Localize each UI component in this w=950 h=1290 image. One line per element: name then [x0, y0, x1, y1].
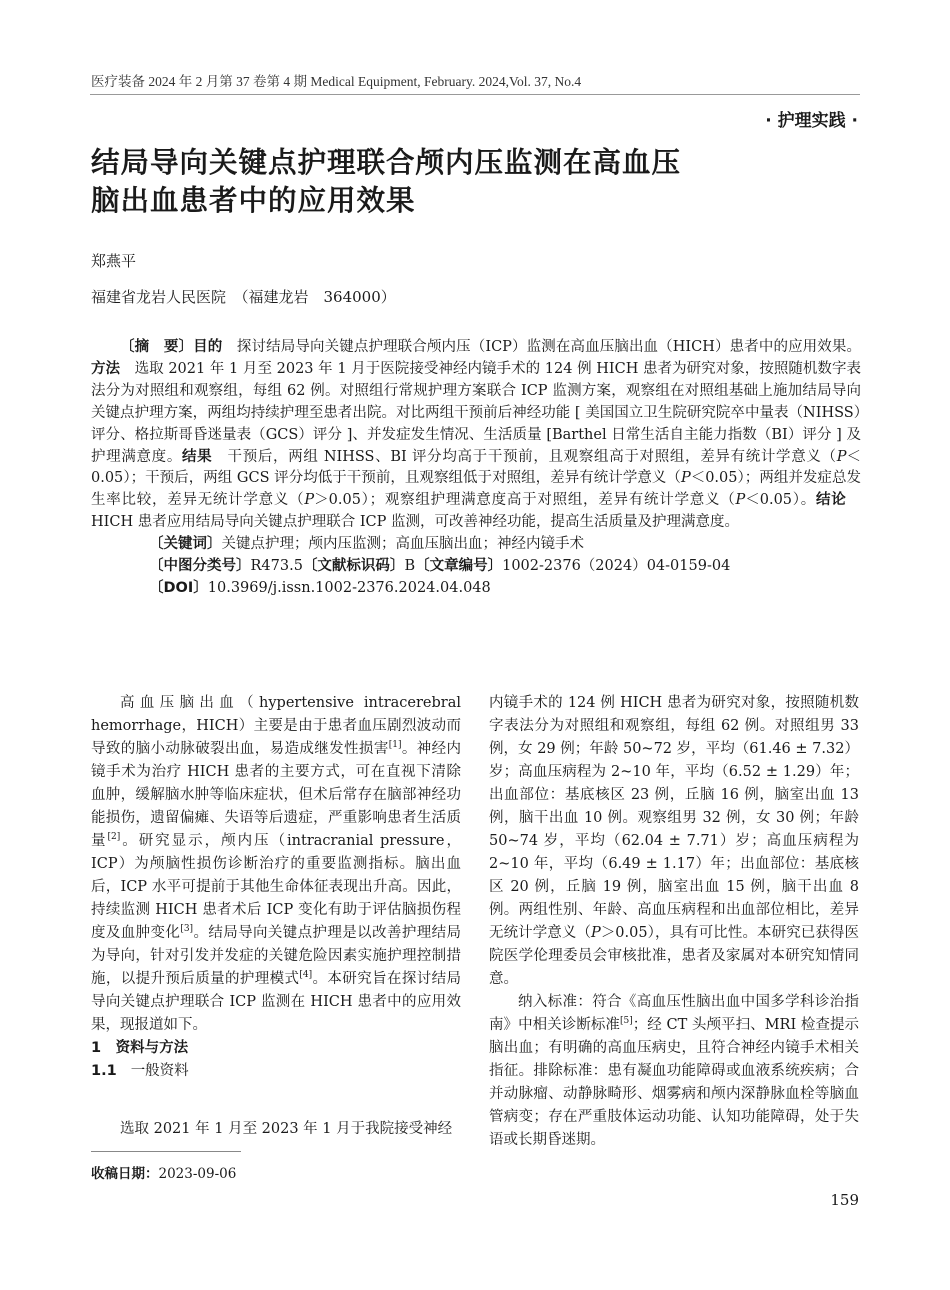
- body-column-left: [91, 692, 461, 1083]
- section-tag: · 护理实践 ·: [765, 111, 858, 131]
- doi-value: 10.3969/j.issn.1002-2376.2024.04.048: [207, 579, 491, 596]
- citation: [5]: [619, 1016, 633, 1026]
- doi: [91, 578, 861, 600]
- criteria-paragraph: [489, 991, 859, 1152]
- keywords-value: 关键点护理；颅内压监测；高血压脑出血；神经内镜手术: [221, 536, 584, 553]
- conclusion-text: HICH 患者应用结局导向关键点护理联合 ICP 监测，可改善神经功能，提高生活质量及护理满意度。: [91, 492, 861, 531]
- result-label: 结果: [182, 448, 213, 465]
- conclusion-label: 结论: [816, 492, 847, 509]
- result-text: 干预后，两组 NIHSS、BI 评分均高于干预前，且观察组高于对照组，差异有统计学意义（: [212, 448, 837, 465]
- criteria-text: ；经 CT 头颅平扫、MRI 检查提示脑出血；有明确的高血压病史，且符合神经内镜手术相关指征。排除标准：患有凝血功能障碍或血液系统疾病；合并动脉瘤、动静脉畸形、烟雾病和颅内深静脉血栓等脑血管病变；存在严重肢体运动功能、认知功能障碍，处于失语或长期昏迷期。: [489, 1017, 860, 1148]
- general-text: 选取 2021 年 1 月至 2023 年 1 月于我院接受神经: [120, 1121, 453, 1137]
- subsection-number: 1.1: [91, 1063, 117, 1079]
- intro-text: 。结局导向关键点护理是以改善护理结局为导向，针对引发并发症的关键危险因素实施护理控制措施，以提升预后质量的护理模式: [91, 925, 461, 987]
- doc-code-label: 〔文献标识码〕: [302, 558, 405, 575]
- classification: [91, 556, 861, 578]
- footnote-rule: [91, 1151, 241, 1152]
- general-paragraph-start: [91, 1118, 461, 1141]
- p-symbol: P: [680, 470, 691, 487]
- subsection-title: 一般资料: [130, 1063, 189, 1079]
- result-text: ＜0.05）；干预后，两组 GCS 评分均低于干预前，且观察组低于对照组，差异有统计学意义（: [91, 448, 861, 487]
- intro-text: 高血压脑出血（hypertensive intracerebral hemorrhage，HICH）主要是由于患者血压剧烈波动而导致的脑小动脉破裂出血，易造成继发性损害: [91, 695, 461, 757]
- p-symbol: P: [735, 492, 746, 509]
- classification-label: 〔中图分类号〕: [149, 558, 251, 575]
- method-label: 方法: [91, 360, 121, 377]
- general-paragraph: [91, 1118, 461, 1141]
- journal-header: 医疗装备 2024 年 2 月第 37 卷第 4 期 Medical Equipment, February. 2024,Vol. 37, No.4: [91, 74, 582, 89]
- abstract: [91, 337, 861, 600]
- header-rule: [90, 94, 860, 95]
- citation: [2]: [107, 832, 121, 842]
- title-line-2: 脑出血患者中的应用效果: [91, 184, 416, 217]
- result-text: ＞0.05）；观察组护理满意度高于对照组，差异有统计学意义（: [314, 492, 736, 509]
- author: 郑燕平: [91, 252, 137, 270]
- article-no-value: 1002-2376（2024）04-0159-04: [502, 558, 731, 575]
- p-symbol: P: [304, 492, 315, 509]
- classification-value: R473.5: [250, 558, 303, 575]
- intro-text: 。神经内镜手术为治疗 HICH 患者的主要方式，可在直视下清除血肿，缓解脑水肿等临床症状，但术后常存在脑部神经功能损伤，遗留偏瘫、失语等后遗症，严重影响患者生活质量: [91, 741, 462, 849]
- abstract-paragraph: [91, 337, 861, 534]
- intro-paragraph: [91, 692, 461, 1037]
- general-text-cont: 内镜手术的 124 例 HICH 患者为研究对象，按照随机数字表法分为对照组和观察组，每组 62 例。对照组男 33 例，女 29 例；年龄 50~72 岁，平均（61.46 ± 7.32）岁；高血压病程为 2~10 年，平均（6.52 ± 1.29）年；出血部位：基底核区 23 例，丘脑 16 例，脑室出血 13 例，脑干出血 10 例。观察组男 32 例，女 30 例；年龄 50~74 岁，平均（62.04 ± 7.71）岁；高血压病程为 2~10 年，平均（6.49 ± 1.17）年；出血部位：基底核区 20 例，丘脑 19 例，脑室出血 15 例，脑干出血 8 例。两组性别、年龄、高血压病程和出血部位相比，差异无统计学意义（: [489, 695, 859, 941]
- p-symbol: P: [591, 925, 601, 941]
- result-text: ＜0.05）；两组并发症总发生率比较，差异无统计学意义（: [91, 470, 861, 509]
- affiliation: 福建省龙岩人民医院 （福建龙岩 364000）: [91, 288, 396, 306]
- p-symbol: P: [836, 448, 847, 465]
- general-continuation-text: [489, 692, 859, 991]
- title-line-1: 结局导向关键点护理联合颅内压监测在高血压: [91, 146, 682, 179]
- page-number: 159: [830, 1191, 859, 1209]
- method-text: 选取 2021 年 1 月至 2023 年 1 月于医院接受神经内镜手术的 124 例 HICH 患者为研究对象，按照随机数字表法分为对照组和观察组，每组 62 例。对照组行常规护理方案联合 ICP 监测方案，观察组在对照组基础上施加结局导向关键点护理方案，两组均持续护理至患者出院。对比两组干预前后神经功能 [ 美国国立卫生院研究院卒中量表（NIHSS）评分、格拉斯哥昏迷量表（GCS）评分 ]、并发症发生情况、生活质量 [Barthel 日常生活自主能力指数（BI）评分 ] 及护理满意度。: [91, 360, 861, 465]
- received-label: 收稿日期：: [91, 1166, 159, 1182]
- article-no-label: 〔文章编号〕: [415, 558, 503, 575]
- intro-text: 。研究显示，颅内压（intracranial pressure，ICP）为颅脑性损伤诊断治疗的重要监测指标。脑出血后，ICP 水平可提前于其他生命体征表现出升高。因此，持续监测 HICH 患者术后 ICP 变化有助于评估脑损伤程度及血肿变化: [91, 833, 461, 941]
- section-heading: 1 资料与方法: [91, 1040, 189, 1056]
- general-text: ＞0.05），具有可比性。本研究已获得医院医学伦理委员会审核批准，患者及家属对本研究知情同意。: [489, 925, 859, 987]
- criteria-text: 纳入标准：符合《高血压性脑出血中国多学科诊治指南》中相关诊断标准: [489, 994, 859, 1033]
- subsection-heading: [91, 1060, 461, 1083]
- citation: [4]: [299, 970, 313, 980]
- keywords-label: 〔关键词〕: [149, 536, 222, 553]
- purpose-label: 目的: [193, 339, 223, 355]
- doc-code-value: B: [404, 558, 416, 575]
- received-value: 2023-09-06: [158, 1166, 237, 1182]
- general-continuation: [489, 692, 859, 1152]
- citation: [3]: [180, 924, 194, 934]
- result-text: ＜0.05）。: [745, 492, 817, 509]
- received-date: [91, 1162, 236, 1182]
- article-title: [91, 144, 811, 220]
- keywords: [91, 534, 861, 556]
- citation: [1]: [388, 740, 402, 750]
- intro-text: 。本研究旨在探讨结局导向关键点护理联合 ICP 监测在 HICH 患者中的应用效果，现报道如下。: [91, 971, 462, 1033]
- abstract-label: 〔摘 要〕: [120, 339, 194, 355]
- purpose-text: 探讨结局导向关键点护理联合颅内压（ICP）监测在高血压脑出血（HICH）患者中的应用效果。: [222, 339, 862, 355]
- doi-label: 〔DOI〕: [149, 579, 208, 596]
